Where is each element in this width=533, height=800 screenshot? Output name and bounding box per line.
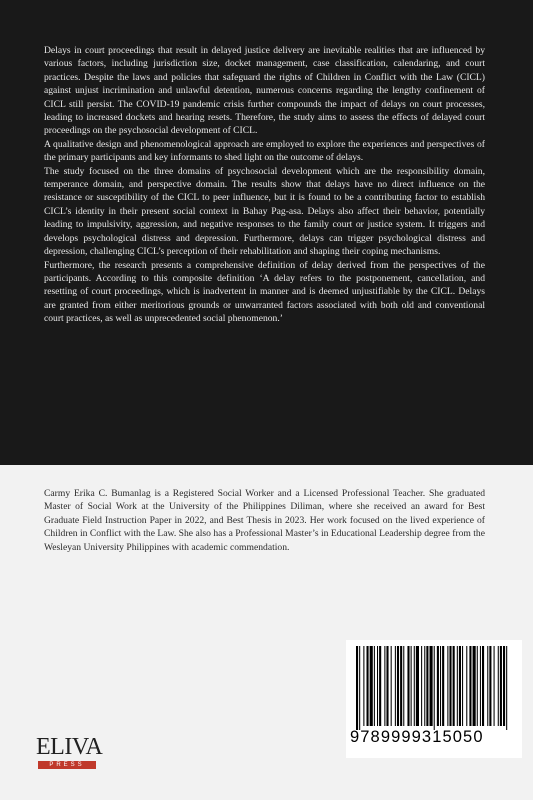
barcode-bar [377,646,378,726]
barcode-bar [379,646,381,726]
publisher-logo [36,734,103,780]
isbn-number: 9789999315050 [350,728,484,746]
barcode-bar [374,646,375,726]
barcode-bar [430,646,433,726]
barcode-bar [424,646,425,726]
barcode-bar [395,646,396,726]
barcode-bar [489,646,491,726]
barcode-bar [462,646,463,726]
barcode-bar [397,646,399,726]
barcode-bar [426,646,428,726]
isbn-barcode [346,640,522,758]
barcode-bar [500,646,502,726]
barcode-bar [494,646,495,726]
barcode-bar [370,646,373,726]
barcode-bar [437,646,439,726]
barcode-bar [459,646,461,726]
abstract-paragraph-4: Furthermore, the research presents a comprehensive definition of delay derived from the perspectives of the participants. According to this composite definition ‘A delay refers to the postponement, cancellation, and resetting of court proceedings, which is inadvertent in manner and is deemed unjustifiable by the CICL. Delays are granted from either meritorious grounds or unwarranted factors associated with both old and conventional court practices, as well as unprecedented social phenomenon.’ [44,259,485,325]
barcode-bar [391,646,392,726]
barcode-bar [416,646,419,726]
barcode-bar [414,646,415,726]
author-bio: Carmy Erika C. Bumanlag is a Registered Social Worker and a Licensed Professional Teacher. She graduated Master of Social Work at the University of the Philippines Diliman, where she received an award for Best Graduate Field Instruction Paper in 2022, and Best Thesis in 2023. Her work focused on the lived experience of Children in Conflict with the Law. She also has a Professional Master’s in Educational Leadership degree from the Wesleyan University Philippines with academic commendation. [44,488,485,553]
barcode-bar [411,646,412,726]
barcode-bar [466,646,467,726]
abstract-paragraph-3: The study focused on the three domains of psychosocial development which are the responsibility domain, temperance domain, and perspective domain. The results show that delays have no direct influence on the resistance or susceptibility of the CICL to peer influence, but it is found to be a contributing factor to establish CICL’s identity in their present social context in Bahay Pag-asa. Delays also affect their behavior, potentially leading to impulsivity, aggression, and negative responses to the family court or justice system. It triggers and develops psychological distress and depression. Furthermore, delays can trigger psychological distress and depression, challenging CICL’s perception of their rehabilitation and shaping their coping mechanisms. [44,165,485,258]
barcode-bar [442,646,444,726]
barcode-bar [356,646,358,730]
barcode-bar [453,646,455,726]
barcode-bar [403,646,404,726]
barcode-bar [363,646,364,726]
barcode-bar [400,646,402,726]
barcode-bar [469,646,471,726]
barcode-bar [367,646,369,726]
barcode-bar [480,646,481,726]
barcode-bar [506,646,507,730]
barcode-bars [354,646,514,732]
publisher-logo-word: ELIVA [36,734,103,760]
abstract-paragraph-1: Delays in court proceedings that result in delayed justice delivery are inevitable realities that are influenced by various factors, including jurisdiction size, docket management, case classification, calendaring, and court practices. Despite the laws and policies that safeguard the rights of Children in Conflict with the Law (CICL) against unjust incrimination and unlawful detention, numerous concerns regarding the lengthy confinement of CICL still persist. The COVID-19 pandemic crisis further compounds the impact of delays on court processes, leading to increased dockets and hearing resets. Therefore, the study aims to assess the effects of delayed court proceedings on the psychosocial development of CICL. [44,45,485,137]
barcode-bar [473,646,476,726]
barcode-bar [447,646,448,726]
barcode-bar [421,646,422,726]
barcode-bar [386,646,388,726]
barcode-bar [434,646,435,730]
publisher-logo-subtext: PRESS [49,762,85,768]
barcode-bar [477,646,478,726]
barcode-bar [457,646,458,726]
abstract-text [44,44,485,326]
barcode-bar [384,646,385,726]
barcode-bar [487,646,488,726]
barcode-bar [482,646,484,726]
barcode-bar [449,646,451,726]
abstract-paragraph-2: A qualitative design and phenomenological approach are employed to explore the experiences and perspectives of the primary participants and key informants to shed light on the outcome of delays. [44,138,485,164]
barcode-bar [407,646,409,726]
barcode-bar [498,646,499,726]
barcode-bar [503,646,505,726]
barcode-bar [440,646,441,726]
barcode-bar [359,646,360,730]
